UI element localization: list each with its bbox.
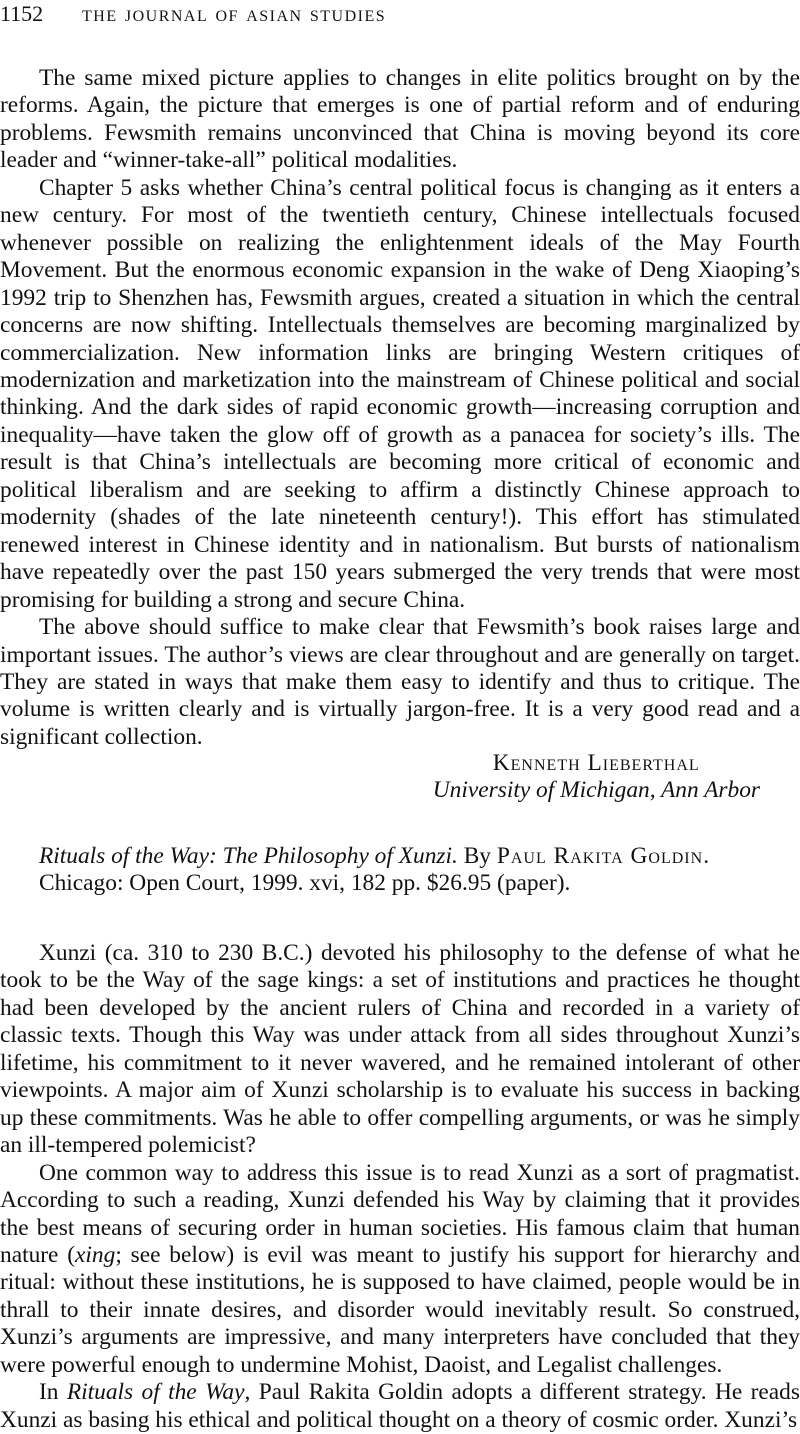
text-run: ; see below) is evil was meant to justify his support for hierarchy and ritual: without these institutions, he is supposed to have claimed, people would be in thrall to their innate desires, and disorder would inevitably result. So construed, Xunzi’s arguments are impressive, and many interpreters have concluded that they were powerful enough to undermine Mohist, Daoist, and Legalist challenges. [0, 1241, 800, 1378]
publication-info: Chicago: Open Court, 1999. xvi, 182 pp. $26.95 (paper). [39, 870, 571, 897]
term-xing: xing [75, 1241, 116, 1268]
paragraph [0, 1379, 800, 1434]
journal-title: the journal of asian studies [82, 1, 387, 26]
book-author: Paul Rakita Goldin. [496, 843, 711, 869]
paragraph: The same mixed picture applies to changes in elite politics brought on by the reforms. Again, the picture that emerges is one of partial reform and of enduring problems. Fewsmith remains unconvinced that China is moving beyond its core leader and “winner-take-all” political modalities. [0, 65, 800, 174]
by-label: By [463, 843, 491, 869]
running-head [0, 0, 386, 28]
book-title-inline: Rituals of the Way [66, 1379, 245, 1406]
book-title: Rituals of the Way: The Philosophy of Xunzi. [39, 843, 458, 869]
page-number: 1152 [0, 1, 44, 26]
reviewer-affiliation: University of Michigan, Ann Arbor [432, 777, 760, 804]
paragraph: Chapter 5 asks whether China’s central political focus is changing as it enters a new century. For most of the twentieth century, Chinese intellectuals focused whenever possible on realizing the enlightenment ideals of the May Fourth Movement. But the enormous economic expansion in the wake of Deng Xiaoping’s 1992 trip to Shenzhen has, Fewsmith argues, created a situation in which the central concerns are now shifting. Intellectuals themselves are becoming marginalized by commercialization. New information links are bringing Western critiques of modernization and marketization into the mainstream of Chinese political and social thinking. And the dark sides of rapid economic growth—increasing corruption and inequality—have taken the glow off of growth as a panacea for society’s ills. The result is that China’s intellectuals are becoming more critical of economic and political liberalism and are seeking to affirm a distinctly Chinese approach to modernity (shades of the late nineteenth century!). This effort has stimulated renewed interest in Chinese identity and in nationalism. But bursts of nationalism have repeatedly over the past 150 years submerged the very trends that were most promising for building a strong and secure China. [0, 174, 800, 613]
book-citation [39, 843, 779, 898]
review-fewsmith-conclusion [0, 65, 800, 751]
paragraph [0, 1160, 800, 1380]
paragraph: Xunzi (ca. 310 to 230 B.C.) devoted his philosophy to the defense of what he took to be the Way of the sage kings: a set of institutions and practices he thought had been developed by the ancient rulers of China and recorded in a variety of classic texts. Though this Way was under attack from all sides throughout Xunzi’s lifetime, his commitment to it never wavered, and he remained intolerant of other viewpoints. A major aim of Xunzi scholarship is to evaluate his success in backing up these commitments. Was he able to offer compelling arguments, or was he simply an ill-tempered polemicist? [0, 940, 800, 1159]
text-run: In [39, 1379, 67, 1406]
reviewer-signature [433, 750, 760, 805]
reviewer-name: Kenneth Lieberthal [492, 750, 700, 776]
text-run: , Paul Rakita Goldin adopts a different strategy. He reads Xunzi as basing his ethical and political thought on a theory of cosmic order. Xunzi’s [0, 1379, 800, 1433]
review-goldin [0, 940, 800, 1434]
text-run: One common way to address this issue is to read Xunzi as a sort of pragmatist. According to such a reading, Xunzi defended his Way by claiming that it provides the best means of securing order in human societies. His famous claim that human nature ( [0, 1159, 800, 1268]
paragraph: The above should suffice to make clear that Fewsmith’s book raises large and important issues. The author’s views are clear throughout and are generally on target. They are stated in ways that make them easy to identify and thus to critique. The volume is written clearly and is virtually jargon-free. It is a very good read and a significant collection. [0, 614, 800, 750]
